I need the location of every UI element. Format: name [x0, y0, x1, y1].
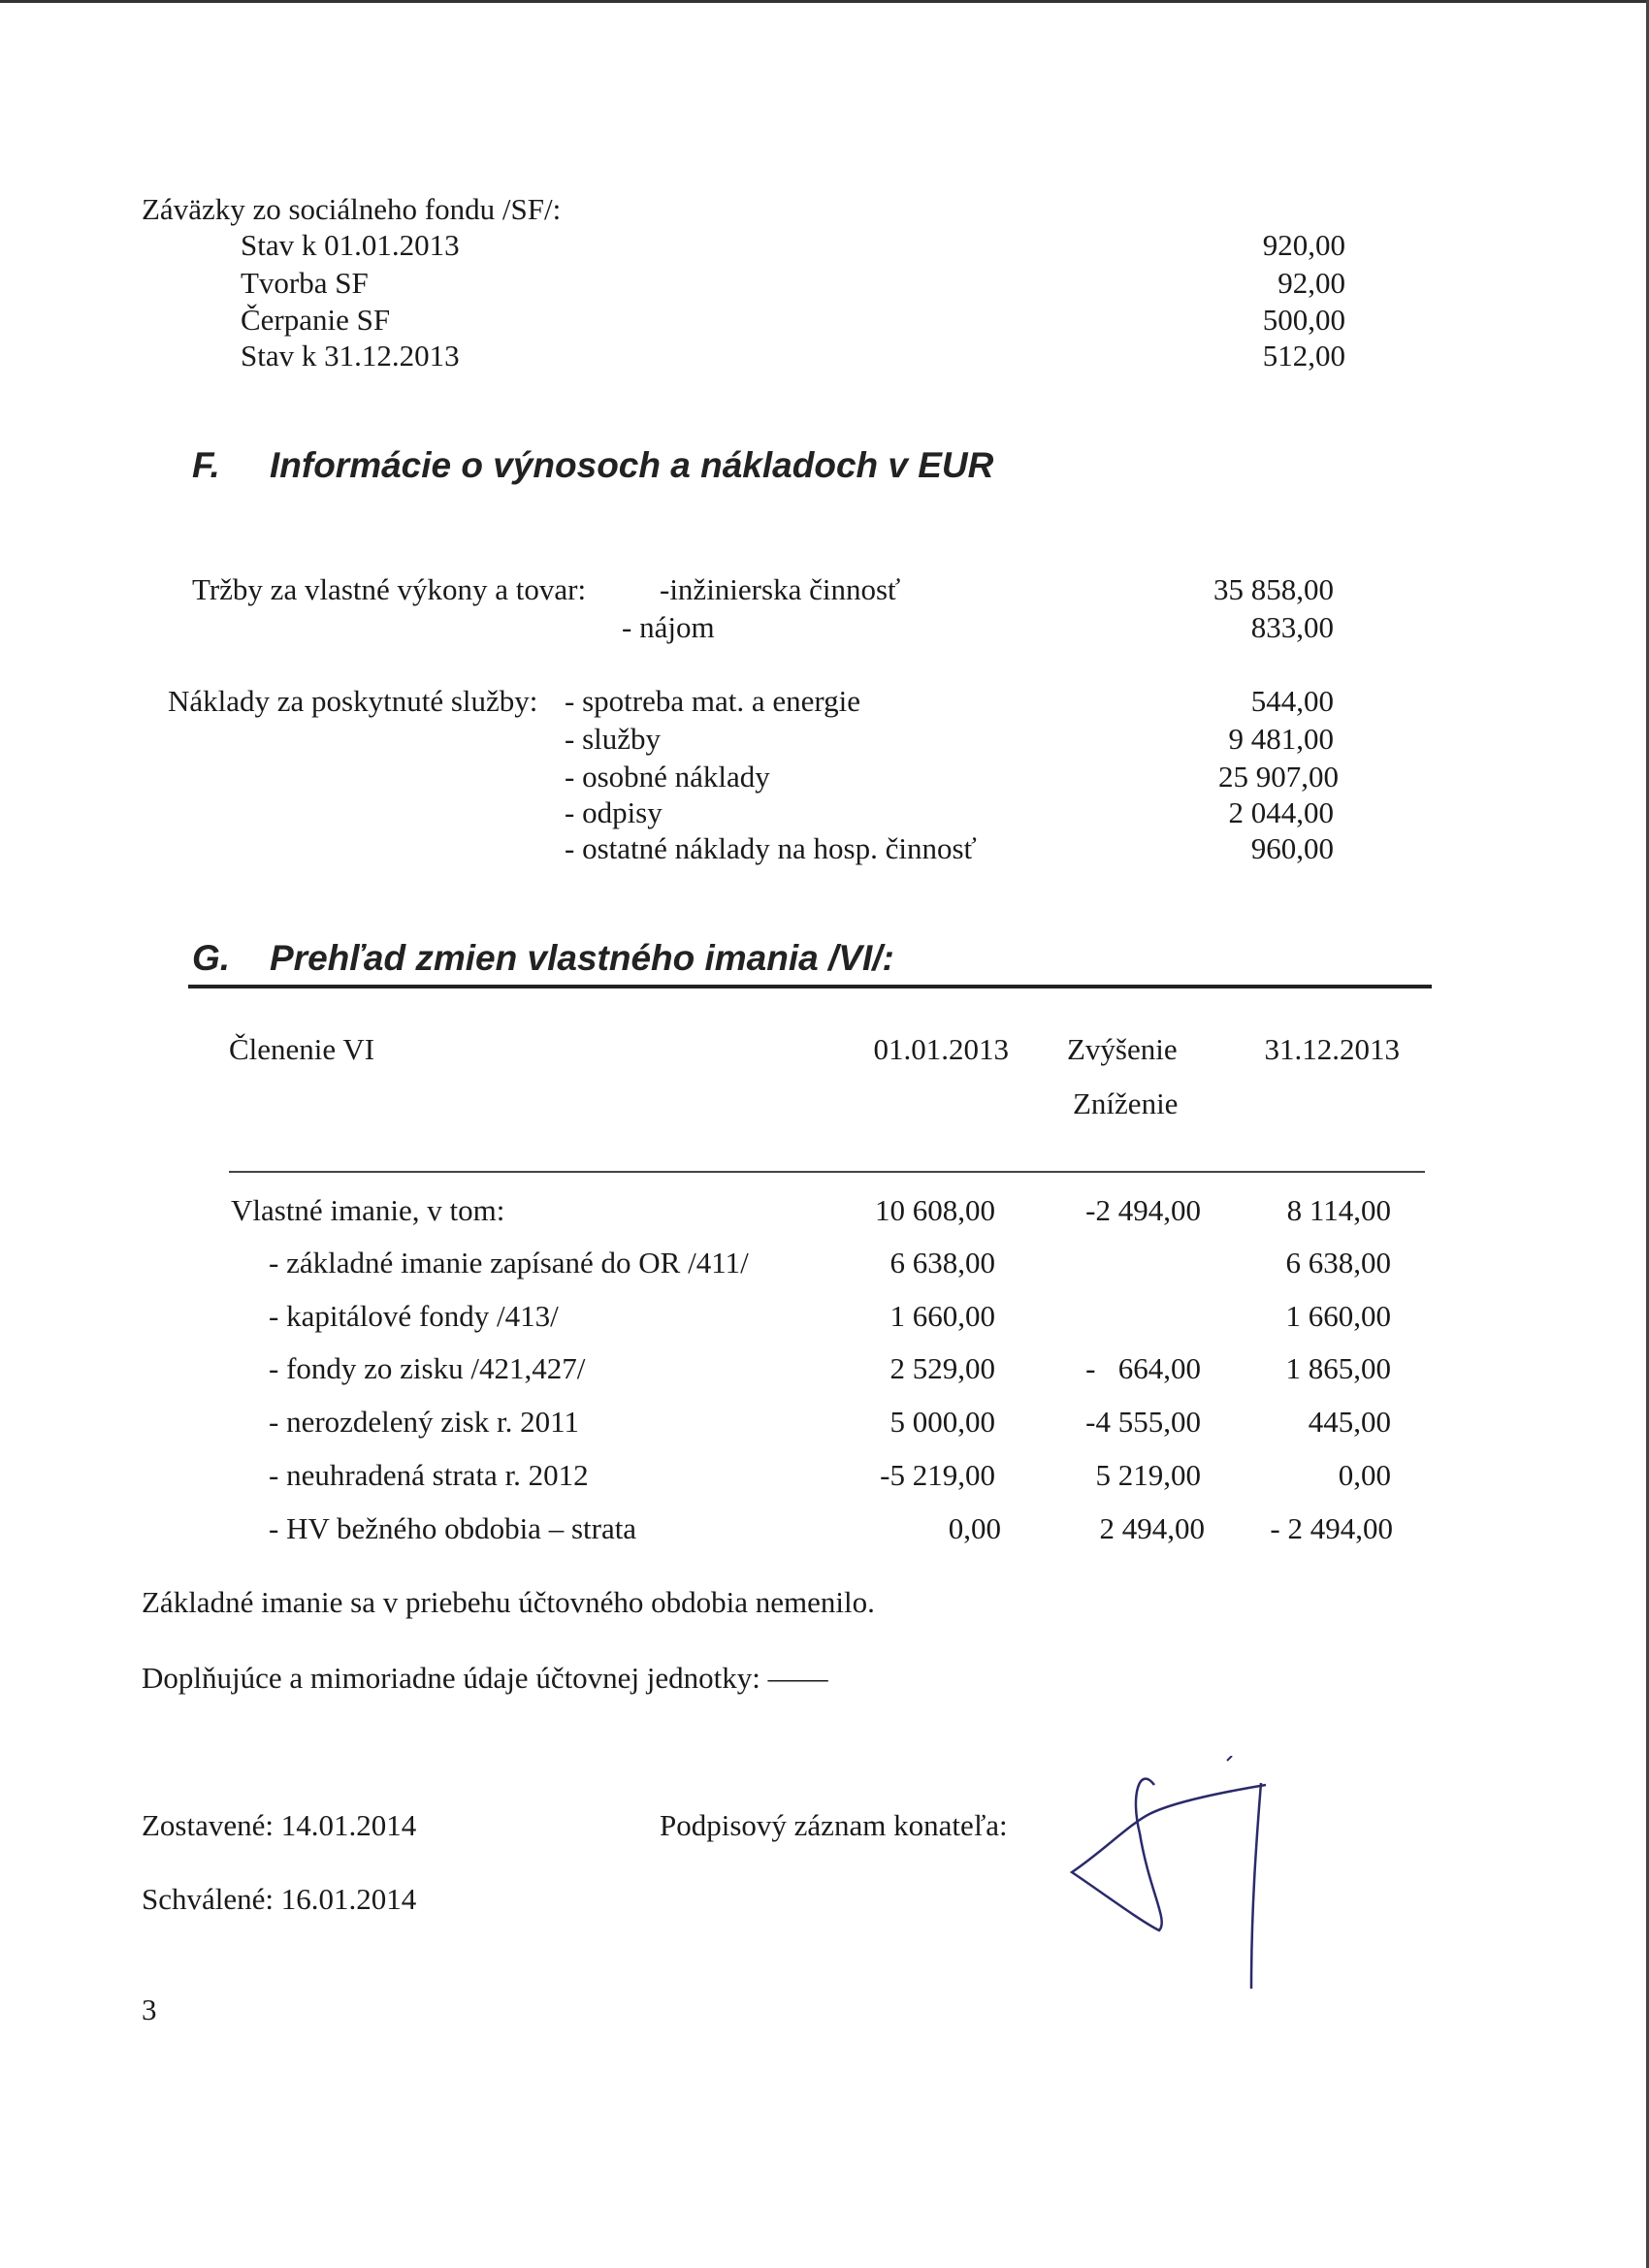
- revenue-label: Tržby za vlastné výkony a tovar:: [192, 572, 587, 606]
- signature-image: [1062, 1756, 1305, 1998]
- revenue-value: 833,00: [1250, 610, 1334, 644]
- extra-note: Doplňujúce a mimoriadne údaje účtovnej jednotky: ——: [142, 1661, 828, 1695]
- equity-row-change: -2 494,00: [1085, 1193, 1201, 1227]
- equity-row-start: 6 638,00: [889, 1246, 995, 1280]
- equity-row-end: 445,00: [1308, 1405, 1391, 1439]
- equity-row-start: 1 660,00: [889, 1299, 995, 1333]
- equity-row-start: 5 000,00: [889, 1405, 995, 1439]
- section-g-title: Prehľad zmien vlastného imania /VI/:: [270, 938, 894, 978]
- equity-row-start: 10 608,00: [875, 1193, 995, 1227]
- cost-item: - odpisy: [565, 795, 663, 829]
- sf-label: Tvorba SF: [241, 266, 369, 300]
- cost-item: - ostatné náklady na hosp. činnosť: [565, 831, 977, 865]
- header-breakdown: Členenie VI: [229, 1032, 375, 1066]
- approved-date: Schválené: 16.01.2014: [142, 1882, 417, 1916]
- equity-row-label: - neuhradená strata r. 2012: [269, 1458, 589, 1492]
- capital-note: Základné imanie sa v priebehu účtovného obdobia nemenilo.: [142, 1585, 875, 1619]
- header-start-date: 01.01.2013: [873, 1032, 1009, 1066]
- sf-value: 92,00: [1277, 266, 1345, 300]
- social-fund-title: Záväzky zo sociálneho fondu /SF/:: [142, 192, 562, 226]
- equity-row-end: 1 660,00: [1285, 1299, 1391, 1333]
- scan-edge-top: [0, 0, 1649, 3]
- section-f-title: Informácie o výnosoch a nákladoch v EUR: [270, 445, 994, 485]
- sf-value: 512,00: [1262, 339, 1345, 373]
- equity-row-start: -5 219,00: [880, 1458, 995, 1492]
- cost-item: - osobné náklady: [565, 760, 770, 794]
- revenue-value: 35 858,00: [1213, 572, 1334, 606]
- equity-row-end: 8 114,00: [1286, 1193, 1391, 1227]
- equity-row-end: - 2 494,00: [1270, 1511, 1393, 1545]
- signature-label: Podpisový záznam konateľa:: [660, 1808, 1008, 1842]
- sf-label: Stav k 01.01.2013: [241, 228, 460, 262]
- revenue-item: - nájom: [622, 610, 715, 644]
- header-end-date: 31.12.2013: [1264, 1032, 1400, 1066]
- page-number: 3: [142, 1993, 157, 2026]
- equity-row-label: Vlastné imanie, v tom:: [231, 1193, 505, 1227]
- equity-row-change: 2 494,00: [1099, 1511, 1205, 1545]
- compiled-date: Zostavené: 14.01.2014: [142, 1808, 417, 1842]
- equity-row-label: - základné imanie zapísané do OR /411/: [269, 1246, 749, 1280]
- cost-value: 25 907,00: [1218, 760, 1339, 794]
- equity-row-label: - HV bežného obdobia – strata: [269, 1511, 637, 1545]
- equity-row-label: - fondy zo zisku /421,427/: [269, 1351, 586, 1385]
- header-decrease: Zníženie: [1073, 1086, 1179, 1120]
- equity-row-change: 5 219,00: [1095, 1458, 1201, 1492]
- section-f-letter: F.: [192, 445, 220, 485]
- section-g-letter: G.: [192, 938, 231, 978]
- table-header-rule: [229, 1171, 1425, 1173]
- cost-value: 544,00: [1250, 684, 1334, 718]
- cost-item: - služby: [565, 722, 662, 756]
- sf-label: Stav k 31.12.2013: [241, 339, 460, 373]
- sf-value: 920,00: [1262, 228, 1345, 262]
- sf-value: 500,00: [1262, 303, 1345, 337]
- equity-row-label: - nerozdelený zisk r. 2011: [269, 1405, 579, 1439]
- equity-row-start: 2 529,00: [889, 1351, 995, 1385]
- equity-row-change: - 664,00: [1085, 1351, 1201, 1385]
- sf-label: Čerpanie SF: [241, 303, 391, 337]
- equity-row-label: - kapitálové fondy /413/: [269, 1299, 559, 1333]
- section-g-rule: [188, 985, 1432, 988]
- header-increase: Zvýšenie: [1067, 1032, 1178, 1066]
- cost-value: 960,00: [1250, 831, 1334, 865]
- equity-row-start: 0,00: [948, 1511, 1001, 1545]
- cost-item: - spotreba mat. a energie: [565, 684, 860, 718]
- equity-row-end: 0,00: [1338, 1458, 1391, 1492]
- equity-row-end: 6 638,00: [1285, 1246, 1391, 1280]
- cost-value: 2 044,00: [1228, 795, 1334, 829]
- equity-row-end: 1 865,00: [1285, 1351, 1391, 1385]
- cost-value: 9 481,00: [1228, 722, 1334, 756]
- equity-row-change: -4 555,00: [1085, 1405, 1201, 1439]
- costs-label: Náklady za poskytnuté služby:: [168, 684, 538, 718]
- revenue-item: -inžinierska činnosť: [660, 572, 901, 606]
